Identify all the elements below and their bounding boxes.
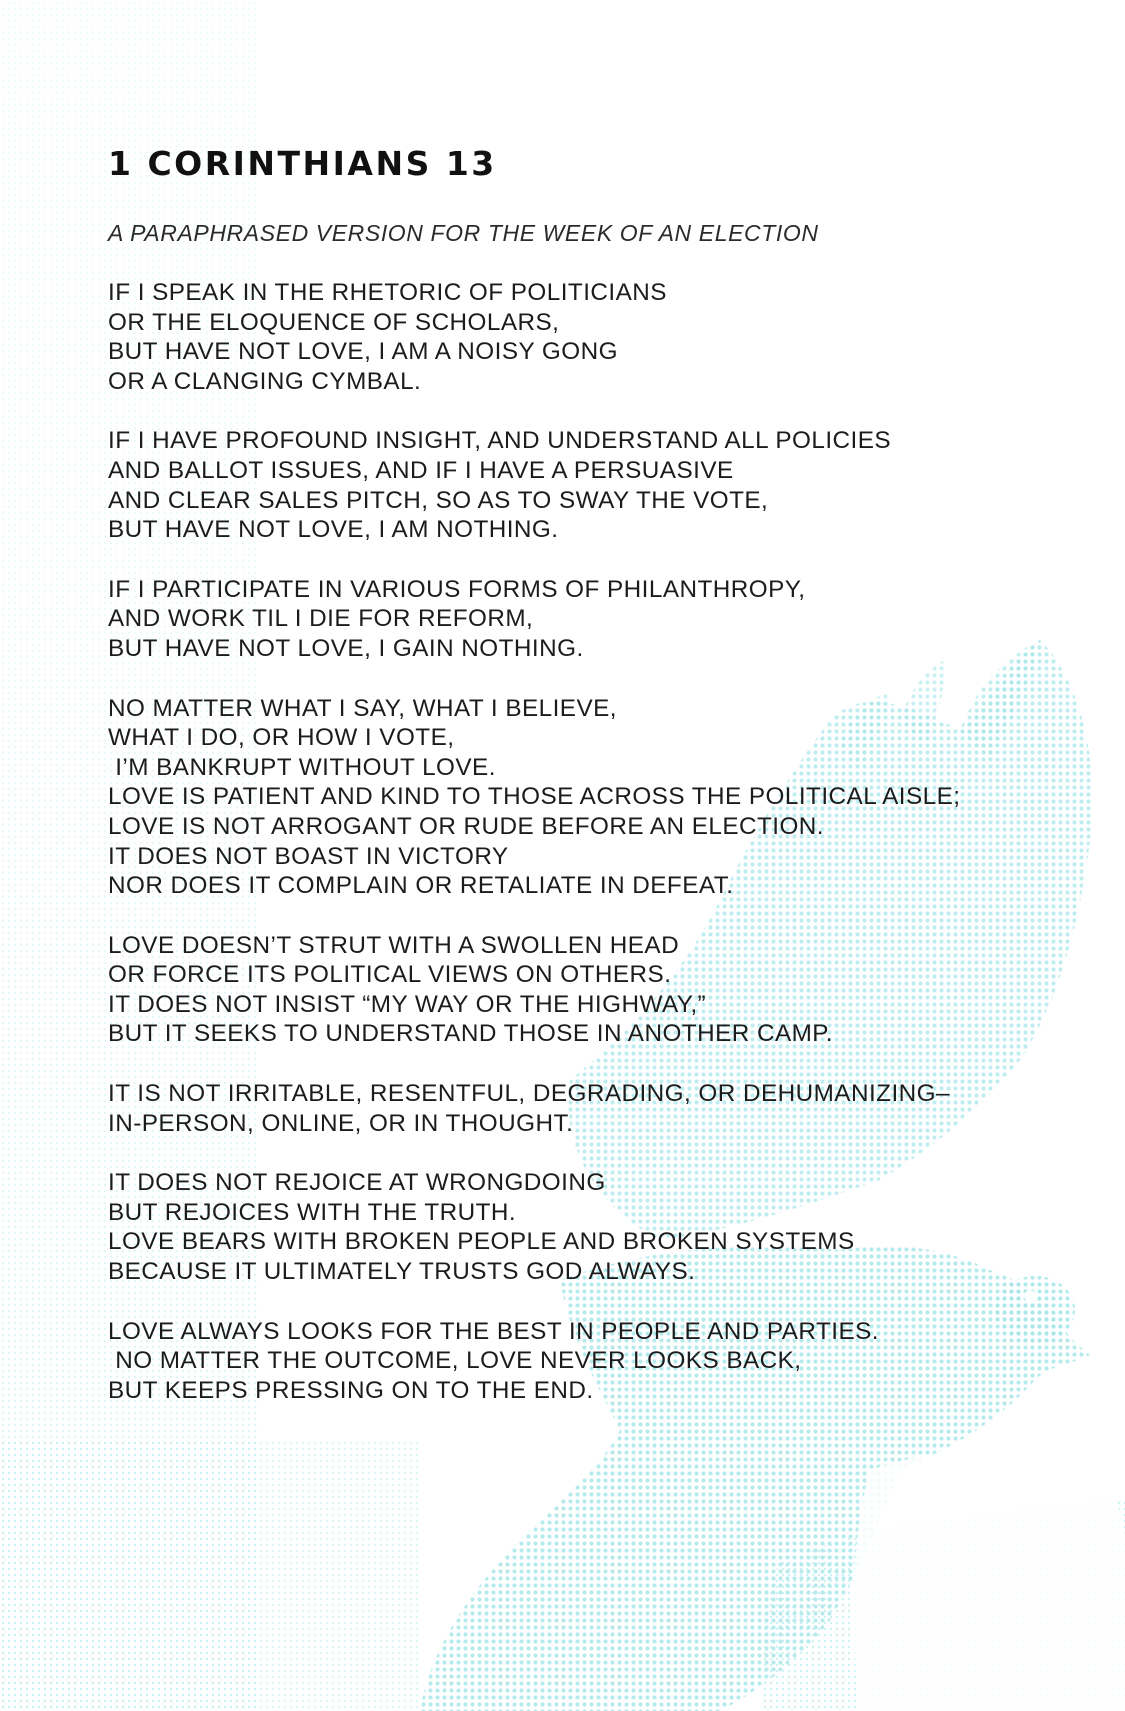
poem-line: IN-PERSON, ONLINE, OR IN THOUGHT. xyxy=(108,1109,574,1137)
stanza xyxy=(108,278,1068,396)
poem-line: BUT HAVE NOT LOVE, I GAIN NOTHING. xyxy=(108,634,584,662)
poem-line: LOVE DOESN’T STRUT WITH A SWOLLEN HEAD xyxy=(108,931,680,959)
poem-line: LOVE IS NOT ARROGANT OR RUDE BEFORE AN ELECTION. xyxy=(108,812,825,840)
page-subtitle: A PARAPHRASED VERSION FOR THE WEEK OF AN ELECTION xyxy=(108,220,819,246)
poem-line: BUT HAVE NOT LOVE, I AM NOTHING. xyxy=(108,516,559,544)
poem-line: NOR DOES IT COMPLAIN OR RETALIATE IN DEFEAT. xyxy=(108,872,734,900)
poem-line: BUT REJOICES WITH THE TRUTH. xyxy=(108,1198,517,1226)
poem-line: OR A CLANGING CYMBAL. xyxy=(108,367,422,395)
poem-line: BECAUSE IT ULTIMATELY TRUSTS GOD ALWAYS. xyxy=(108,1258,696,1286)
stanza xyxy=(108,1317,1068,1406)
poem-line: NO MATTER WHAT I SAY, WHAT I BELIEVE, xyxy=(108,694,617,722)
stanza xyxy=(108,694,1068,901)
poem-line: AND BALLOT ISSUES, AND IF I HAVE A PERSUASIVE xyxy=(108,456,734,484)
poem-line: LOVE IS PATIENT AND KIND TO THOSE ACROSS THE POLITICAL AISLE; xyxy=(108,783,961,811)
poem-line: IF I SPEAK IN THE RHETORIC OF POLITICIANS xyxy=(108,279,667,306)
stanza xyxy=(108,931,1068,1049)
stanza-list xyxy=(108,278,1068,1405)
poem-line: IT DOES NOT REJOICE AT WRONGDOING xyxy=(108,1169,606,1197)
poem-line: OR FORCE ITS POLITICAL VIEWS ON OTHERS. xyxy=(108,961,672,989)
poem-line: WHAT I DO, OR HOW I VOTE, xyxy=(108,724,455,752)
poem-line: LOVE BEARS WITH BROKEN PEOPLE AND BROKEN SYSTEMS xyxy=(108,1228,855,1256)
stanza xyxy=(108,1079,1068,1138)
page-title: 1 CORINTHIANS 13 xyxy=(108,144,497,183)
poem-line: AND CLEAR SALES PITCH, SO AS TO SWAY THE VOTE, xyxy=(108,486,769,514)
poem-line: BUT HAVE NOT LOVE, I AM A NOISY GONG xyxy=(108,338,618,366)
poem-content xyxy=(108,140,1068,1435)
poem-line: AND WORK TIL I DIE FOR REFORM, xyxy=(108,605,534,633)
poem-line: NO MATTER THE OUTCOME, LOVE NEVER LOOKS BACK, xyxy=(108,1347,802,1375)
poem-line: IF I PARTICIPATE IN VARIOUS FORMS OF PHILANTHROPY, xyxy=(108,575,806,603)
poem-line: BUT KEEPS PRESSING ON TO THE END. xyxy=(108,1376,594,1404)
stanza xyxy=(108,1168,1068,1286)
poem-line: IF I HAVE PROFOUND INSIGHT, AND UNDERSTAND ALL POLICIES xyxy=(108,427,892,455)
poem-line: IT DOES NOT INSIST “MY WAY OR THE HIGHWAY,” xyxy=(108,990,707,1018)
stanza xyxy=(108,426,1068,544)
poem-line: IT IS NOT IRRITABLE, RESENTFUL, DEGRADING, OR DEHUMANIZING– xyxy=(108,1080,950,1108)
poem-line: BUT IT SEEKS TO UNDERSTAND THOSE IN ANOTHER CAMP. xyxy=(108,1020,834,1048)
poem-line: I’M BANKRUPT WITHOUT LOVE. xyxy=(108,753,496,781)
poem-line: IT DOES NOT BOAST IN VICTORY xyxy=(108,842,509,870)
stanza xyxy=(108,575,1068,664)
poem-line: LOVE ALWAYS LOOKS FOR THE BEST IN PEOPLE AND PARTIES. xyxy=(108,1317,879,1345)
poem-line: OR THE ELOQUENCE OF SCHOLARS, xyxy=(108,308,560,336)
